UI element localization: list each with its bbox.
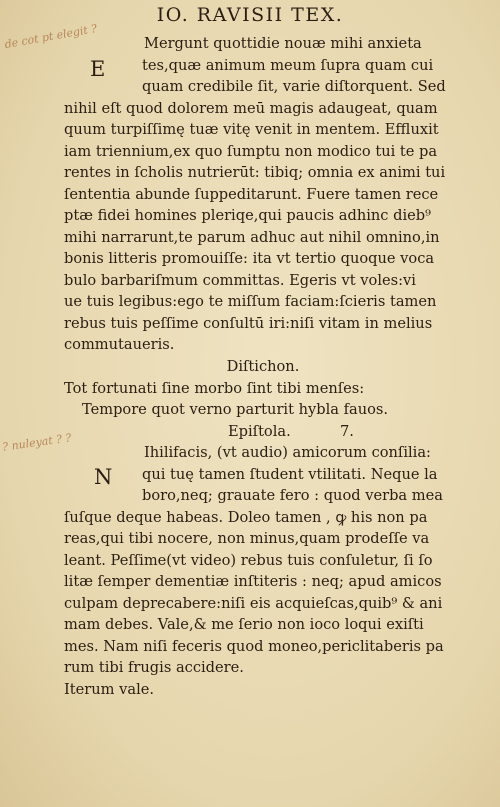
- text-line: bonis litteris promouiſſe: ita vt tertio quoque voca: [64, 250, 435, 267]
- verse-line: Tot fortunati ſine morbo ſint tibi menſes:: [64, 379, 365, 397]
- text-line: Iterum vale.: [64, 680, 155, 698]
- text-line: rebus tuis peſſime conſultū iri:niſi vitam in melius: [64, 314, 433, 332]
- text-line: tes,quæ animum meum ſupra quam cui: [142, 56, 434, 74]
- text-line: commutaueris.: [64, 336, 175, 353]
- text-line: rum tibi frugis accidere.: [64, 659, 244, 676]
- text-line: ſententia abunde ſuppeditarunt. Fuere tamen rece: [64, 185, 439, 203]
- letter-body: [64, 33, 462, 356]
- drop-cap: E: [90, 57, 106, 81]
- verse-line: Tempore quot verno parturit hybla fauos.: [82, 401, 389, 418]
- text-line: iam triennium,ex quo ſumptu non modico tui te pa: [64, 142, 438, 160]
- drop-cap: N: [94, 465, 113, 489]
- text-line: rentes in ſcholis nutrierūt: tibiq; omnia ex animi tui: [64, 164, 446, 181]
- text-line: mam debes. Vale,& me ſerio non ioco loqui exiſti: [64, 616, 424, 633]
- text-line: ue tuis legibus:ego te miſſum faciam:ſcieris tamen: [64, 293, 437, 310]
- margin-annotation: de cot pt elegit ?: [3, 21, 99, 52]
- text-line: boro,neq; grauate fero : quod verba mea: [142, 487, 443, 504]
- text-line: nihil eſt quod dolorem meū magis adaugeat, quam: [64, 99, 438, 117]
- text-line: Mergunt quottidie nouæ mihi anxieta: [144, 35, 422, 52]
- text-line: culpam deprecabere:niſi eis acquieſcas,quib⁹ & ani: [64, 594, 443, 612]
- text-line: qui tuę tamen ſtudent vtilitati. Neque la: [142, 465, 438, 483]
- text-line: bulo barbariſmum committas. Egeris vt voles:vi: [64, 271, 416, 289]
- text-line: quam credibile ſit, varie diſtorquent. Sed: [142, 78, 446, 95]
- letter-body: [64, 442, 462, 700]
- margin-annotation: ? nuleyat ? ?: [1, 431, 73, 454]
- text-line: leant. Peſſime(vt video) rebus tuis conſuletur, ſi ſo: [64, 551, 433, 569]
- text-line: mihi narrarunt,te parum adhuc aut nihil omnino,in: [64, 228, 440, 246]
- text-line: ptæ fidei homines pleriqe,qui paucis adhinc dieb⁹: [64, 207, 431, 224]
- text-line: litæ ſemper dementiæ inſtiteris : neq; apud amicos: [64, 573, 442, 590]
- text-line: mes. Nam niſi feceris quod moneo,periclitaberis pa: [64, 637, 444, 655]
- distichon: [64, 356, 462, 421]
- text-line: Ihilifacis, (vt audio) amicorum conſilia:: [144, 444, 431, 461]
- epistola-number: 7.: [340, 423, 354, 440]
- epistola-heading: Epiſtola.: [228, 423, 291, 440]
- text-line: reas,qui tibi nocere, non minus,quam prodeſſe va: [64, 530, 430, 547]
- text-line: quum turpiſſimę tuæ vitę venit in mentem. Effluxit: [64, 121, 439, 138]
- text-line: ſuſque deque habeas. Doleo tamen , ꝙ his non pa: [64, 508, 428, 526]
- distichon-title: Diſtichon.: [226, 358, 300, 375]
- running-header: IO. RAVISII TEX.: [156, 4, 344, 26]
